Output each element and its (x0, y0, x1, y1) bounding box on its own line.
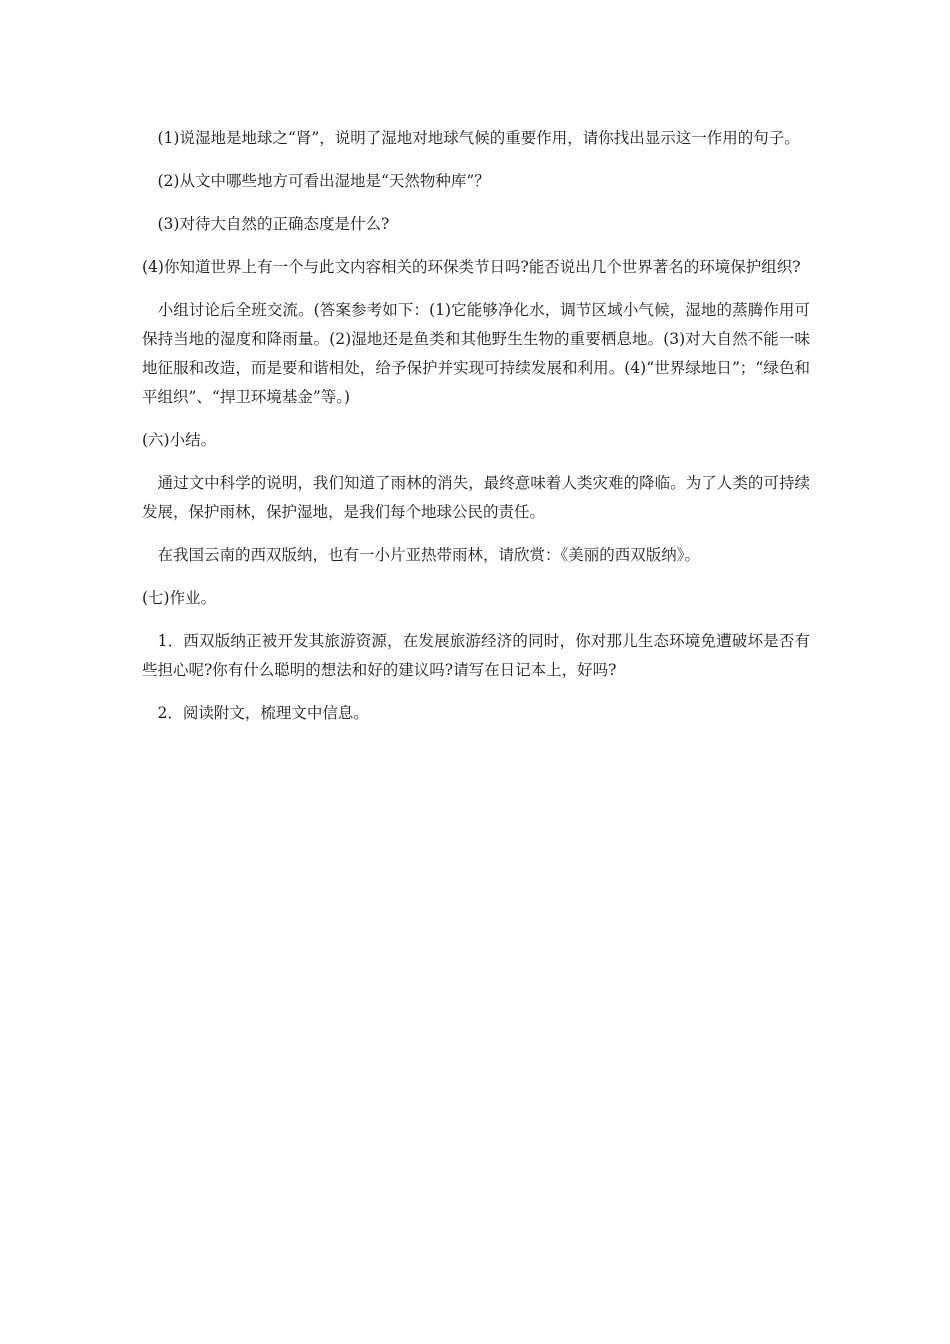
question-3: (3)对待大自然的正确态度是什么? (142, 215, 390, 233)
homework-item-1: 1．西双版纳正被开发其旅游资源，在发展旅游经济的同时，你对那儿生态环境免遭破坏是否有些担心呢?你有什么聪明的想法和好的建议吗?请写在日记本上，好吗? (142, 632, 810, 679)
homework-item-2: 2．阅读附文，梳理文中信息。 (142, 704, 369, 722)
question-1: (1)说湿地是地球之“肾”，说明了湿地对地球气候的重要作用，请你找出显示这一作用的句子。 (142, 129, 800, 147)
discussion-answers: 小组讨论后全班交流。(答案参考如下：(1)它能够净化水，调节区域小气候，湿地的蒸腾作用可保持当地的湿度和降雨量。(2)湿地还是鱼类和其他野生生物的重要栖息地。(3)对大自然不能一味地征服和改造，而是要和谐相处，给予保护并实现可持续发展和利用。(4)“世界绿地日”；“绿色和平组织”、“捍卫环境基金”等。) (142, 301, 810, 406)
appreciation-paragraph: 在我国云南的西双版纳，也有一小片亚热带雨林，请欣赏：《美丽的西双版纳》。 (142, 546, 701, 564)
document-body (142, 124, 810, 742)
section-heading-homework: (七)作业。 (142, 589, 217, 607)
question-2: (2)从文中哪些地方可看出湿地是“天然物种库”？ (142, 172, 490, 190)
summary-paragraph: 通过文中科学的说明，我们知道了雨林的消失，最终意味着人类灾难的降临。为了人类的可持续发展，保护雨林，保护湿地，是我们每个地球公民的责任。 (142, 474, 810, 521)
section-heading-summary: (六)小结。 (142, 431, 217, 449)
question-4: (4)你知道世界上有一个与此文内容相关的环保类节日吗?能否说出几个世界著名的环境保护组织? (142, 258, 801, 276)
